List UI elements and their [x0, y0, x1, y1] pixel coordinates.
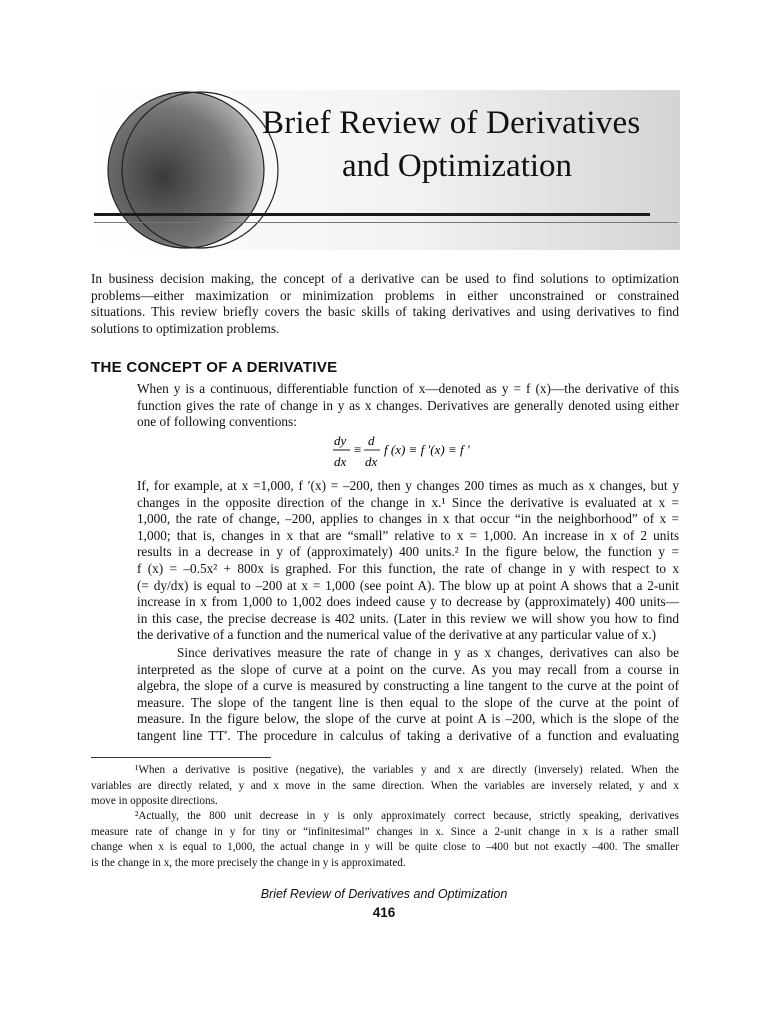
- paragraph-line: tangent line TT′. The procedure in calculus of taking a derivative of a function and evaluating: [137, 727, 679, 743]
- intro-line: In business decision making, the concept of a derivative can be used to find solutions to optimization: [91, 271, 679, 286]
- paragraph-3: [137, 645, 679, 745]
- paragraph-line: algebra, the slope of a curve is measured by constructing a line tangent to the curve at the point of: [137, 678, 679, 694]
- paragraph-line: function gives the rate of change in y as x changes. Derivatives are generally denoted using either: [137, 397, 679, 413]
- formula-d: d: [368, 433, 375, 448]
- paragraph-line: changes in the opposite direction of the change in x.¹ Since the derivative is evaluated at x =: [137, 494, 679, 510]
- footnote-line: is the change in x, the more precisely the change in y is approximated.: [91, 856, 406, 869]
- footnote-line: ¹When a derivative is positive (negative), the variables y and x are directly (inversely) related. When the: [135, 764, 679, 776]
- paragraph-line: When y is a continuous, differentiable function of x—denoted as y = f (x)—the derivative of this: [137, 381, 679, 396]
- intro-line: problems—either maximization or minimization problems in either unconstrained or constrained: [91, 287, 679, 303]
- paragraph-line: If, for example, at x =1,000, f ′(x) = –200, then y changes 200 times as much as x changes, but y: [137, 478, 679, 493]
- footnote-1: [91, 763, 679, 810]
- intro-paragraph: [91, 271, 679, 337]
- paragraph-line: 1,000; that is, changes in x that are “small” relative to x = 1,000. An increase in x of 2 units: [137, 527, 679, 543]
- title-line-2: and Optimization: [342, 148, 573, 184]
- paragraph-line: Since derivatives measure the rate of change in y as x changes, derivatives can also be: [177, 645, 679, 660]
- footnote-line: measure rate of change in y for tiny or “infinitesimal” changes in x. Since a 2-unit change in x is a rather small: [91, 825, 679, 838]
- paragraph-line: (= dy/dx) is equal to –200 at x = 1,000 (see point A). The blow up at point A shows that a 2-unit: [137, 577, 679, 593]
- formula-dx-2: dx: [365, 454, 378, 469]
- footnote-separator: [91, 757, 271, 758]
- paragraph-line: in this case, the precise decrease is 402 units. (Later in this review we will show you how to find: [137, 610, 679, 626]
- formula-dx: dx: [334, 454, 347, 469]
- paragraph-line: results in a decrease in y of (approximately) 400 units.² In the figure below, the function y =: [137, 544, 679, 560]
- footnote-2: [91, 809, 679, 871]
- paragraph-line: f (x) = –0.5x² + 800x is graphed. For this function, the rate of change in y with respect to x: [137, 560, 679, 576]
- paragraph-line: increase in x from 1,000 to 1,002 does indeed cause y to decrease by (approximately) 400 units—: [137, 594, 679, 610]
- circle-left: [108, 92, 264, 248]
- page-number: 416: [372, 905, 396, 920]
- formula-equiv: ≡: [353, 442, 362, 457]
- section-heading: THE CONCEPT OF A DERIVATIVE: [91, 359, 338, 376]
- paragraph-line: the derivative of a function and the numerical value of the derivative at any particular value of x.): [137, 627, 657, 643]
- footnote-line: change when x is equal to 1,000, the actual change in y will be quite close to –400 but not exactly –400. The smaller: [91, 841, 679, 854]
- running-footer-title: Brief Review of Derivatives and Optimization: [260, 887, 508, 901]
- title-line-1: Brief Review of Derivatives: [262, 105, 641, 141]
- paragraph-line: measure. In the figure below, the slope of the curve at point A is –200, which is the slope of the: [137, 711, 679, 727]
- paragraph-2: [137, 478, 679, 644]
- formula-dy: dy: [334, 433, 347, 448]
- derivative-notation-formula: [330, 430, 490, 470]
- formula-rest: f (x) ≡ f ′(x) ≡ f ′: [384, 442, 470, 457]
- title-rule-thick: [94, 213, 650, 216]
- intro-line: solutions to optimization problems.: [91, 320, 280, 336]
- paragraph-1: [137, 381, 679, 431]
- title-rule-thin: [94, 222, 678, 223]
- paragraph-line: interpreted as the slope of curve at a point on the curve. As you may recall from a course in: [137, 661, 679, 677]
- footnote-line: ²Actually, the 800 unit decrease in y is only approximately correct because, strictly speaking, derivatives: [135, 810, 679, 822]
- footnote-line: move in opposite directions.: [91, 795, 218, 808]
- intro-line: situations. This review briefly covers the basic skills of taking derivatives and using derivatives to find: [91, 304, 679, 320]
- paragraph-line: 1,000, the rate of change, –200, applies to changes in x that occur “in the neighborhood” of x =: [137, 511, 679, 527]
- paragraph-line: measure. The slope of the tangent line is then equal to the slope of the curve at the point of: [137, 694, 679, 710]
- footnote-line: variables are directly related, y and x move in the same direction. When the variables are inversely related, y and x: [91, 779, 679, 792]
- paragraph-line: one of following conventions:: [137, 414, 297, 430]
